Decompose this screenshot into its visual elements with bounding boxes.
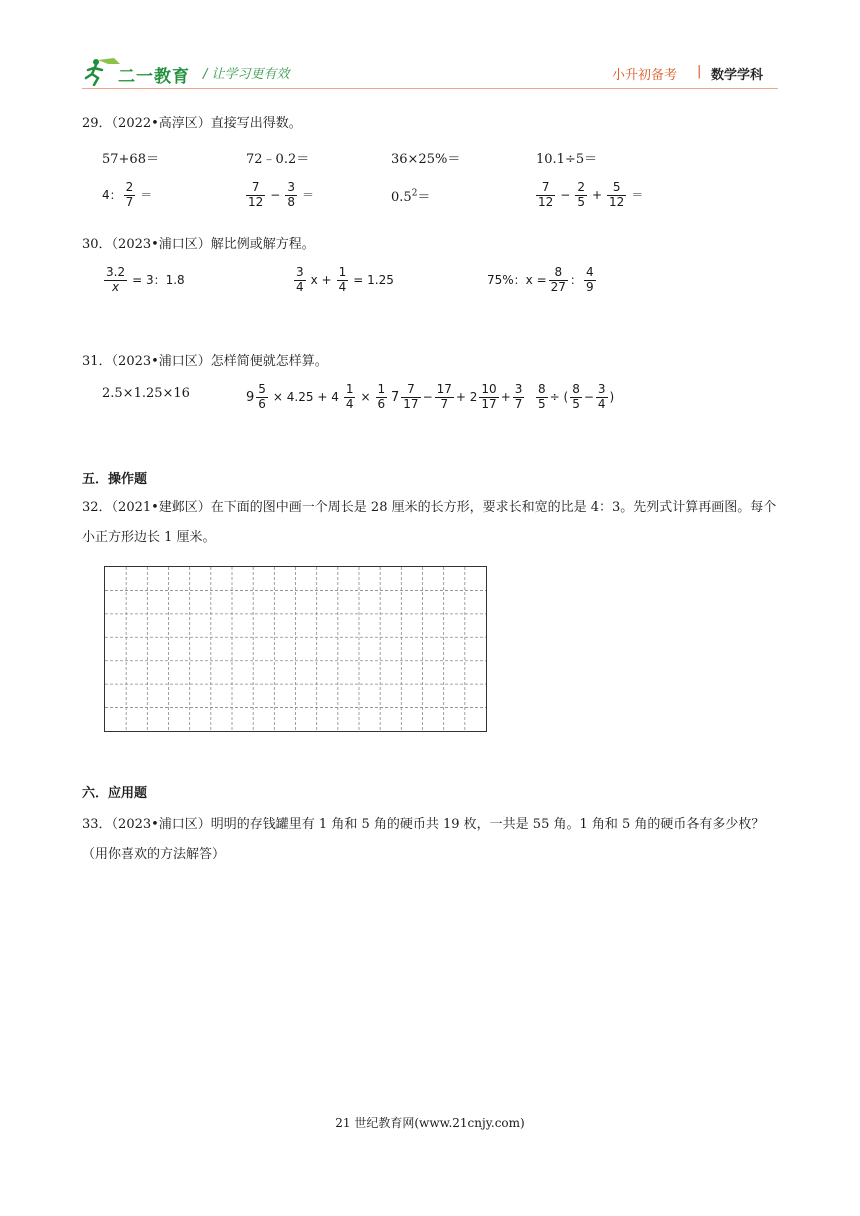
q30-equation-2: $\frac{3}{4}$ x + $\frac{1}{4}$ = 1.25 bbox=[296, 265, 394, 294]
q29-item-2: 72﹣0.2＝ bbox=[246, 152, 310, 167]
q31-title: 31．（2023•浦口区）怎样简便就怎样算。 bbox=[82, 354, 328, 369]
q31-expression-4: $\frac{8}{5}$ ÷ ( $\frac{8}{5}$ − $\frac{3}{4}$ ) bbox=[538, 382, 615, 411]
q31-expression-3: 7 $\frac{7}{17}$ − $\frac{17}{7}$ + 2 $\frac{10}{17}$ + $\frac{3}{7}$ bbox=[391, 382, 523, 411]
q29-item-1: 57+68＝ bbox=[102, 152, 159, 167]
q29-item-5: 4： $\frac{2}{7}$ ＝ bbox=[102, 180, 153, 209]
footer: 21 世纪教育网(www.21cnjy.com) bbox=[335, 1116, 525, 1130]
q30-equation-3: 75%：x = $\frac{8}{27}$ ： $\frac{4}{9}$ bbox=[487, 265, 594, 294]
logo-text: 二一教育 bbox=[118, 67, 190, 87]
header-divider bbox=[82, 88, 778, 89]
q29-item-8: $\frac{7}{12}$ − $\frac{2}{5}$ + $\frac{5}{12}$ ＝ bbox=[538, 180, 644, 209]
q30-title: 30．（2023•浦口区）解比例或解方程。 bbox=[82, 237, 315, 252]
header-separator: | bbox=[697, 64, 702, 79]
q31-expression-2: 9 $\frac{5}{6}$ × 4.25 + 4 $\frac{1}{4}$ × $\frac{1}{6}$ bbox=[246, 382, 386, 411]
section-5-title: 五．操作题 bbox=[82, 472, 148, 487]
slogan: / 让学习更有效 bbox=[203, 67, 290, 82]
header-subject: 数学学科 bbox=[711, 68, 764, 83]
q29-item-4: 10.1÷5＝ bbox=[536, 152, 598, 167]
q31-expression-1: 2.5×1.25×16 bbox=[102, 386, 190, 401]
header-tag: 小升初备考 bbox=[612, 68, 678, 83]
running-figure-icon bbox=[84, 56, 122, 86]
section-6-title: 六．应用题 bbox=[82, 786, 148, 801]
q29-item-6: $\frac{7}{12}$ − $\frac{3}{8}$ ＝ bbox=[248, 180, 314, 209]
q29-title: 29．（2022•高淳区）直接写出得数。 bbox=[82, 116, 302, 131]
q30-equation-1: $\frac{3.2}{x}$ = 3：1.8 bbox=[106, 265, 185, 294]
q29-item-7: $0.5^2=$ bbox=[391, 188, 431, 205]
q32-text: 32．（2021•建邺区）在下面的图中画一个周长是 28 厘米的长方形，要求长和宽的比是 4：3。先列式计算再画图。每个小正方形边长 1 厘米。 bbox=[82, 500, 777, 545]
q33-text: 33．（2023•浦口区）明明的存钱罐里有 1 角和 5 角的硬币共 19 枚，一共是 55 角。1 角和 5 角的硬币各有多少枚？（用你喜欢的方法解答） bbox=[82, 817, 765, 862]
drawing-grid[interactable] bbox=[104, 566, 487, 732]
q29-item-3: 36×25%＝ bbox=[391, 152, 461, 167]
grid-lines bbox=[105, 567, 486, 731]
